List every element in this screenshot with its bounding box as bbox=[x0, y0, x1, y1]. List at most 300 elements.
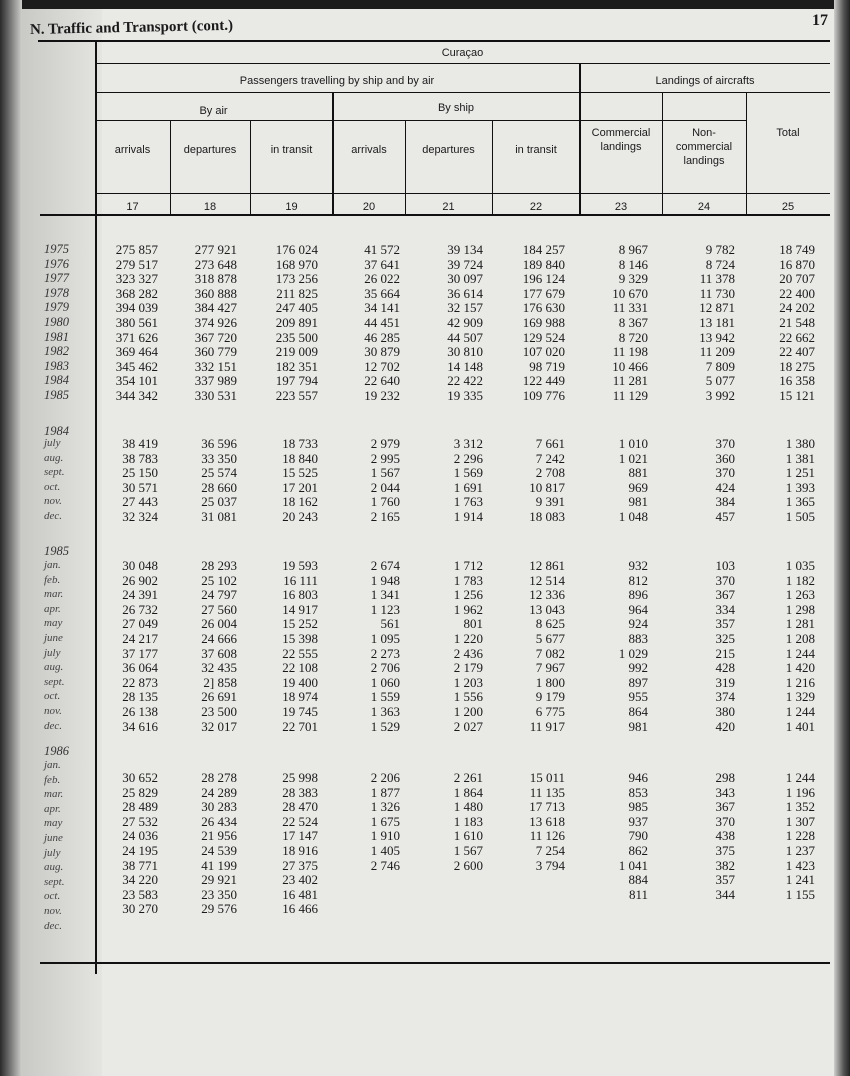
table-cell: 1 529 bbox=[370, 718, 400, 734]
table-cell: 11 126 bbox=[529, 828, 565, 844]
table-cell: 23 402 bbox=[282, 872, 318, 888]
table-cell: 2 296 bbox=[453, 450, 483, 466]
table-cell: 897 bbox=[628, 674, 648, 690]
table-cell: 26 691 bbox=[201, 689, 237, 705]
row-label: may bbox=[44, 817, 63, 830]
table-cell: 1 035 bbox=[785, 558, 815, 573]
column-header: arrivals bbox=[114, 144, 151, 156]
table-cell: 14 917 bbox=[282, 601, 318, 617]
table-cell: 27 375 bbox=[282, 857, 318, 873]
table-cell: 12 861 bbox=[529, 558, 565, 573]
table-cell: 23 583 bbox=[122, 886, 158, 902]
table-cell: 8 625 bbox=[535, 616, 565, 632]
row-label: nov. bbox=[44, 495, 62, 508]
table-cell: 1 251 bbox=[785, 465, 815, 481]
by-air-heading: By air bbox=[199, 105, 228, 117]
table-cell: 1 298 bbox=[785, 601, 815, 617]
table-cell: 1 208 bbox=[785, 631, 815, 646]
table-cell: 15 398 bbox=[282, 631, 318, 646]
row-label: sept. bbox=[44, 875, 65, 888]
table-cell: 790 bbox=[628, 828, 648, 844]
table-cell: 12 702 bbox=[364, 358, 400, 374]
table-cell: 25 998 bbox=[282, 770, 318, 785]
table-cell: 15 121 bbox=[779, 388, 815, 403]
table-cell: 22 873 bbox=[122, 674, 158, 690]
column-header: departures bbox=[422, 144, 475, 156]
table-cell: 2 708 bbox=[535, 465, 565, 481]
table-cell: 22 555 bbox=[282, 645, 318, 661]
table-cell: 27 443 bbox=[122, 494, 158, 510]
table-cell: 11 331 bbox=[612, 300, 648, 316]
table-cell: 380 bbox=[715, 704, 735, 719]
table-cell: 34 616 bbox=[122, 718, 158, 734]
rule bbox=[95, 120, 746, 121]
table-cell: 2 165 bbox=[370, 509, 400, 524]
table-cell: 7 242 bbox=[535, 450, 565, 466]
table-cell: 44 451 bbox=[364, 315, 400, 330]
table-cell: 16 870 bbox=[779, 256, 815, 272]
table-cell: 211 825 bbox=[276, 285, 318, 301]
table-cell: 946 bbox=[628, 770, 648, 785]
row-label: sept. bbox=[44, 675, 65, 688]
table-cell: 12 871 bbox=[699, 300, 735, 316]
table-cell: 325 bbox=[715, 631, 735, 646]
table-cell: 11 198 bbox=[612, 344, 648, 360]
table-cell: 2 179 bbox=[453, 660, 483, 676]
table-cell: 19 400 bbox=[282, 674, 318, 690]
table-cell: 17 713 bbox=[529, 799, 565, 815]
table-cell: 38 771 bbox=[122, 857, 158, 873]
table-cell: 1 691 bbox=[453, 479, 483, 495]
table-cell: 1 281 bbox=[785, 616, 815, 632]
table-cell: 1 029 bbox=[618, 645, 648, 661]
table-cell: 2] 858 bbox=[203, 674, 237, 690]
block-year-label: 1985 bbox=[44, 544, 69, 558]
table-cell: 9 329 bbox=[618, 271, 648, 287]
column-header: departures bbox=[183, 144, 237, 156]
table-cell: 273 648 bbox=[194, 256, 237, 272]
table-cell: 367 720 bbox=[194, 329, 237, 345]
table-cell: 1 095 bbox=[370, 631, 400, 646]
table-cell: 8 724 bbox=[705, 256, 735, 272]
table-cell: 247 405 bbox=[275, 300, 318, 316]
table-cell: 1 763 bbox=[453, 494, 483, 510]
column-number: 19 bbox=[285, 201, 298, 213]
table-cell: 2 674 bbox=[370, 558, 400, 573]
row-label: feb. bbox=[44, 773, 61, 786]
table-cell: 19 593 bbox=[282, 558, 318, 573]
table-cell: 223 557 bbox=[275, 388, 318, 403]
table-cell: 330 531 bbox=[194, 388, 237, 403]
header-bottom-rule bbox=[40, 214, 830, 216]
row-label: jan. bbox=[44, 559, 61, 571]
table-cell: 332 151 bbox=[194, 358, 237, 374]
column-header: Total bbox=[776, 127, 800, 139]
row-label: 1980 bbox=[44, 315, 69, 329]
table-cell: 32 017 bbox=[201, 718, 237, 734]
table-cell: 22 701 bbox=[282, 718, 318, 734]
table-cell: 1 675 bbox=[370, 813, 400, 829]
table-cell: 11 730 bbox=[699, 285, 735, 301]
table-cell: 24 666 bbox=[201, 631, 237, 646]
section-title: N. Traffic and Transport (cont.) bbox=[29, 17, 234, 38]
table-cell: 1 393 bbox=[785, 479, 815, 495]
table-cell: 279 517 bbox=[115, 256, 158, 272]
table-cell: 1 237 bbox=[785, 843, 815, 858]
table-cell: 41 199 bbox=[201, 857, 237, 873]
table-cell: 25 150 bbox=[122, 465, 158, 481]
row-label: mar. bbox=[44, 788, 64, 801]
table-cell: 18 083 bbox=[529, 509, 565, 524]
table-cell: 344 342 bbox=[115, 388, 158, 403]
row-label: nov. bbox=[44, 705, 62, 717]
table-cell: 424 bbox=[715, 479, 735, 495]
table-cell: 354 101 bbox=[115, 373, 158, 389]
row-label: june bbox=[44, 832, 63, 844]
table-cell: 9 179 bbox=[535, 689, 565, 705]
table-cell: 28 135 bbox=[122, 689, 158, 705]
table-cell: 992 bbox=[628, 660, 648, 676]
table-cell: 13 618 bbox=[529, 813, 565, 829]
table-cell: 2 273 bbox=[370, 645, 400, 661]
table-cell: 1 559 bbox=[370, 689, 400, 705]
table-cell: 1 760 bbox=[370, 494, 400, 510]
table-cell: 11 281 bbox=[612, 373, 648, 389]
table-cell: 30 048 bbox=[122, 558, 158, 573]
table-cell: 30 270 bbox=[122, 901, 158, 917]
table-cell: 1 420 bbox=[785, 660, 815, 676]
table-cell: 25 574 bbox=[201, 465, 237, 481]
table-cell: 428 bbox=[715, 660, 735, 676]
table-cell: 176 024 bbox=[275, 242, 318, 257]
table-cell: 30 652 bbox=[122, 770, 158, 785]
table-cell: 896 bbox=[628, 587, 648, 603]
row-label: feb. bbox=[44, 573, 61, 586]
row-label: aug. bbox=[44, 661, 64, 674]
row-label: 1983 bbox=[44, 358, 69, 373]
rule bbox=[95, 63, 830, 64]
table-cell: 357 bbox=[715, 616, 735, 632]
table-cell: 1 365 bbox=[785, 494, 815, 510]
table-cell: 985 bbox=[628, 799, 648, 815]
table-cell: 18 749 bbox=[779, 242, 815, 257]
table-cell: 369 464 bbox=[115, 344, 158, 360]
table-cell: 29 921 bbox=[201, 872, 237, 888]
row-label: may bbox=[44, 617, 63, 630]
table-cell: 23 500 bbox=[201, 704, 237, 719]
table-cell: 176 630 bbox=[522, 300, 565, 316]
row-label: 1977 bbox=[44, 271, 69, 286]
table-cell: 964 bbox=[628, 601, 648, 617]
table-cell: 197 794 bbox=[275, 373, 318, 389]
table-cell: 801 bbox=[463, 616, 483, 632]
table-cell: 371 626 bbox=[115, 329, 158, 345]
table-cell: 1 244 bbox=[785, 645, 815, 661]
passengers-heading: Passengers travelling by ship and by air bbox=[239, 75, 435, 87]
table-cell: 21 548 bbox=[779, 315, 815, 330]
table-cell: 360 bbox=[715, 450, 735, 466]
table-cell: 13 942 bbox=[699, 329, 735, 345]
table-cell: 26 004 bbox=[201, 616, 237, 632]
row-label: 1979 bbox=[44, 300, 69, 315]
table-cell: 34 141 bbox=[364, 300, 400, 316]
page-number: 17 bbox=[812, 12, 828, 29]
table-cell: 3 794 bbox=[535, 857, 565, 873]
table-cell: 30 879 bbox=[364, 344, 400, 360]
table-cell: 26 902 bbox=[122, 572, 158, 588]
table-cell: 28 278 bbox=[201, 770, 237, 785]
table-cell: 22 407 bbox=[779, 344, 815, 360]
table-cell: 14 148 bbox=[447, 358, 483, 374]
table-cell: 13 181 bbox=[699, 315, 735, 330]
row-label: oct. bbox=[44, 890, 61, 903]
scan-left-edge bbox=[0, 0, 22, 1076]
table-cell: 374 926 bbox=[194, 315, 237, 330]
table-cell: 10 670 bbox=[612, 285, 648, 301]
table-cell: 1 948 bbox=[370, 572, 400, 588]
table-cell: 168 970 bbox=[275, 256, 318, 272]
table-cell: 1 182 bbox=[785, 572, 815, 588]
row-label: aug. bbox=[44, 861, 64, 874]
table-cell: 370 bbox=[715, 813, 735, 829]
table-cell: 862 bbox=[628, 843, 648, 858]
table-cell: 27 532 bbox=[122, 813, 158, 829]
table-cell: 15 011 bbox=[529, 770, 565, 785]
table-cell: 1 401 bbox=[785, 718, 815, 734]
table-cell: 457 bbox=[715, 509, 735, 524]
table-cell: 16 481 bbox=[282, 886, 318, 902]
table-cell: 21 956 bbox=[201, 828, 237, 844]
table-cell: 12 336 bbox=[529, 587, 565, 603]
table-cell: 2 746 bbox=[370, 857, 400, 873]
column-number: 18 bbox=[203, 201, 217, 213]
table-cell: 1 220 bbox=[453, 631, 483, 646]
table-cell: 11 209 bbox=[699, 344, 735, 360]
row-label: 1978 bbox=[44, 285, 69, 300]
table-cell: 26 434 bbox=[201, 813, 237, 829]
table-cell: 12 514 bbox=[529, 572, 565, 588]
table-cell: 2 261 bbox=[453, 770, 483, 785]
table-cell: 37 641 bbox=[364, 256, 400, 272]
table-cell: 24 217 bbox=[122, 631, 158, 646]
table-cell: 18 275 bbox=[779, 358, 815, 374]
table-cell: 36 614 bbox=[447, 285, 483, 301]
table-cell: 420 bbox=[715, 718, 735, 734]
table-cell: 1 800 bbox=[535, 674, 565, 690]
table-cell: 37 608 bbox=[201, 645, 237, 661]
column-header: Commercial landings bbox=[591, 127, 651, 153]
table-cell: 561 bbox=[380, 616, 400, 632]
column-number: 24 bbox=[697, 201, 711, 213]
table-cell: 26 138 bbox=[122, 704, 158, 719]
table-cell: 17 201 bbox=[282, 479, 318, 495]
region-heading: Curaçao bbox=[441, 47, 484, 59]
table-cell: 109 776 bbox=[522, 388, 565, 403]
table-cell: 28 293 bbox=[201, 558, 237, 573]
table-cell: 32 324 bbox=[122, 509, 158, 524]
table-cell: 11 135 bbox=[529, 784, 565, 800]
table-cell: 981 bbox=[628, 718, 648, 734]
table-cell: 1 241 bbox=[785, 872, 815, 888]
table-cell: 18 974 bbox=[282, 689, 318, 705]
row-label: aug. bbox=[44, 451, 64, 464]
table-cell: 318 878 bbox=[194, 271, 237, 287]
table-cell: 394 039 bbox=[115, 300, 158, 316]
table-cell: 1 060 bbox=[370, 674, 400, 690]
row-label: july bbox=[44, 646, 61, 659]
table-cell: 36 596 bbox=[201, 436, 237, 451]
row-label: 1975 bbox=[44, 242, 69, 256]
landings-heading: Landings of aircrafts bbox=[655, 75, 755, 87]
table-cell: 24 539 bbox=[201, 843, 237, 858]
row-label: 1981 bbox=[44, 329, 69, 344]
table-cell: 39 724 bbox=[447, 256, 483, 272]
table-cell: 360 779 bbox=[194, 344, 237, 360]
table-cell: 1 505 bbox=[785, 509, 815, 524]
table-cell: 31 081 bbox=[201, 509, 237, 524]
table-cell: 1 864 bbox=[453, 784, 483, 800]
table-cell: 26 022 bbox=[364, 271, 400, 287]
table-cell: 438 bbox=[715, 828, 735, 844]
column-number: 25 bbox=[781, 201, 795, 213]
table-cell: 36 064 bbox=[122, 660, 158, 676]
block-year-label: 1984 bbox=[44, 424, 69, 438]
top-rule bbox=[38, 40, 830, 42]
table-cell: 319 bbox=[715, 674, 735, 690]
table-cell: 22 400 bbox=[779, 285, 815, 301]
row-label: 1982 bbox=[44, 344, 69, 359]
table-cell: 33 350 bbox=[201, 450, 237, 466]
row-label: mar. bbox=[44, 588, 64, 601]
table-cell: 28 383 bbox=[282, 784, 318, 800]
row-label: oct. bbox=[44, 690, 61, 703]
table-cell: 16 358 bbox=[779, 373, 815, 389]
table-cell: 1 200 bbox=[453, 704, 483, 719]
table-cell: 881 bbox=[628, 465, 648, 481]
table-cell: 5 677 bbox=[535, 631, 565, 646]
table-cell: 24 289 bbox=[201, 784, 237, 800]
table-cell: 25 829 bbox=[122, 784, 158, 800]
table-cell: 2 027 bbox=[453, 718, 483, 734]
table-cell: 1 329 bbox=[785, 689, 815, 705]
table-cell: 16 466 bbox=[282, 901, 318, 917]
table-cell: 27 560 bbox=[201, 601, 237, 617]
table-cell: 18 916 bbox=[282, 843, 318, 858]
table-cell: 1 228 bbox=[785, 828, 815, 844]
scan-top-edge bbox=[0, 0, 850, 9]
row-label: 1985 bbox=[44, 388, 69, 402]
table-cell: 3 992 bbox=[705, 388, 735, 403]
table-cell: 29 576 bbox=[201, 901, 237, 917]
table-cell: 19 232 bbox=[364, 388, 400, 403]
table-cell: 1 263 bbox=[785, 587, 815, 603]
table-cell: 1 712 bbox=[453, 558, 483, 573]
table-cell: 357 bbox=[715, 872, 735, 888]
row-label: june bbox=[44, 632, 63, 644]
table-cell: 19 335 bbox=[447, 388, 483, 403]
table-cell: 884 bbox=[628, 872, 648, 888]
table-cell: 22 662 bbox=[779, 329, 815, 345]
table-cell: 98 719 bbox=[529, 358, 565, 374]
table-cell: 26 732 bbox=[122, 601, 158, 617]
table-cell: 367 bbox=[715, 587, 735, 603]
table-cell: 345 462 bbox=[115, 358, 158, 374]
table-cell: 173 256 bbox=[275, 271, 318, 287]
column-header: arrivals bbox=[351, 144, 387, 156]
table-cell: 35 664 bbox=[364, 285, 400, 301]
table-cell: 360 888 bbox=[194, 285, 237, 301]
table-cell: 334 bbox=[715, 601, 735, 617]
table-cell: 374 bbox=[715, 689, 735, 705]
table-cell: 103 bbox=[715, 558, 735, 573]
table-cell: 932 bbox=[628, 558, 648, 573]
table-cell: 1 910 bbox=[370, 828, 400, 844]
row-label: july bbox=[44, 437, 61, 449]
table-cell: 275 857 bbox=[115, 242, 158, 257]
table-cell: 323 327 bbox=[115, 271, 158, 287]
column-header: Non-commercial landings bbox=[675, 127, 733, 167]
table-cell: 1 914 bbox=[453, 509, 483, 524]
table-cell: 2 995 bbox=[370, 450, 400, 466]
row-label: sept. bbox=[44, 466, 65, 479]
table-cell: 18 840 bbox=[282, 450, 318, 466]
table-cell: 184 257 bbox=[522, 242, 565, 257]
table-cell: 8 720 bbox=[618, 329, 648, 345]
table-cell: 28 660 bbox=[201, 479, 237, 495]
column-number: 17 bbox=[126, 201, 139, 213]
column-number: 22 bbox=[529, 201, 543, 213]
table-cell: 2 979 bbox=[370, 436, 400, 451]
row-label: 1976 bbox=[44, 256, 69, 271]
table-cell: 9 391 bbox=[535, 494, 565, 510]
table-cell: 22 108 bbox=[282, 660, 318, 676]
table-cell: 7 082 bbox=[535, 645, 565, 661]
table-cell: 1 041 bbox=[618, 857, 648, 873]
table-cell: 1 423 bbox=[785, 857, 815, 873]
table-cell: 28 470 bbox=[282, 799, 318, 815]
table-cell: 8 367 bbox=[618, 315, 648, 330]
table-cell: 298 bbox=[715, 770, 735, 785]
row-label: nov. bbox=[44, 905, 62, 917]
table-cell: 382 bbox=[715, 857, 735, 873]
table-cell: 11 378 bbox=[699, 271, 735, 287]
table-cell: 344 bbox=[715, 886, 735, 902]
table-cell: 22 640 bbox=[364, 373, 400, 389]
row-label: apr. bbox=[44, 802, 61, 815]
table-cell: 32 435 bbox=[201, 660, 237, 676]
table-cell: 5 077 bbox=[705, 373, 735, 389]
table-cell: 17 147 bbox=[282, 828, 318, 844]
table-cell: 2 044 bbox=[370, 479, 400, 495]
table-cell: 924 bbox=[628, 616, 648, 632]
table-cell: 1 569 bbox=[453, 465, 483, 481]
table-cell: 7 254 bbox=[535, 843, 565, 858]
table-cell: 30 571 bbox=[122, 479, 158, 495]
scan-right-edge bbox=[834, 0, 850, 1076]
table-cell: 811 bbox=[628, 886, 648, 902]
row-label: dec. bbox=[44, 719, 63, 732]
table-cell: 24 391 bbox=[122, 587, 158, 603]
table-cell: 367 bbox=[715, 799, 735, 815]
table-cell: 30 283 bbox=[201, 799, 237, 815]
table-cell: 370 bbox=[715, 436, 735, 451]
table-cell: 1 480 bbox=[453, 799, 483, 815]
table-cell: 38 419 bbox=[122, 436, 158, 451]
column-number: 21 bbox=[442, 201, 455, 213]
table-cell: 15 252 bbox=[282, 616, 318, 632]
table-cell: 1 556 bbox=[453, 689, 483, 705]
table-cell: 1 244 bbox=[785, 704, 815, 719]
